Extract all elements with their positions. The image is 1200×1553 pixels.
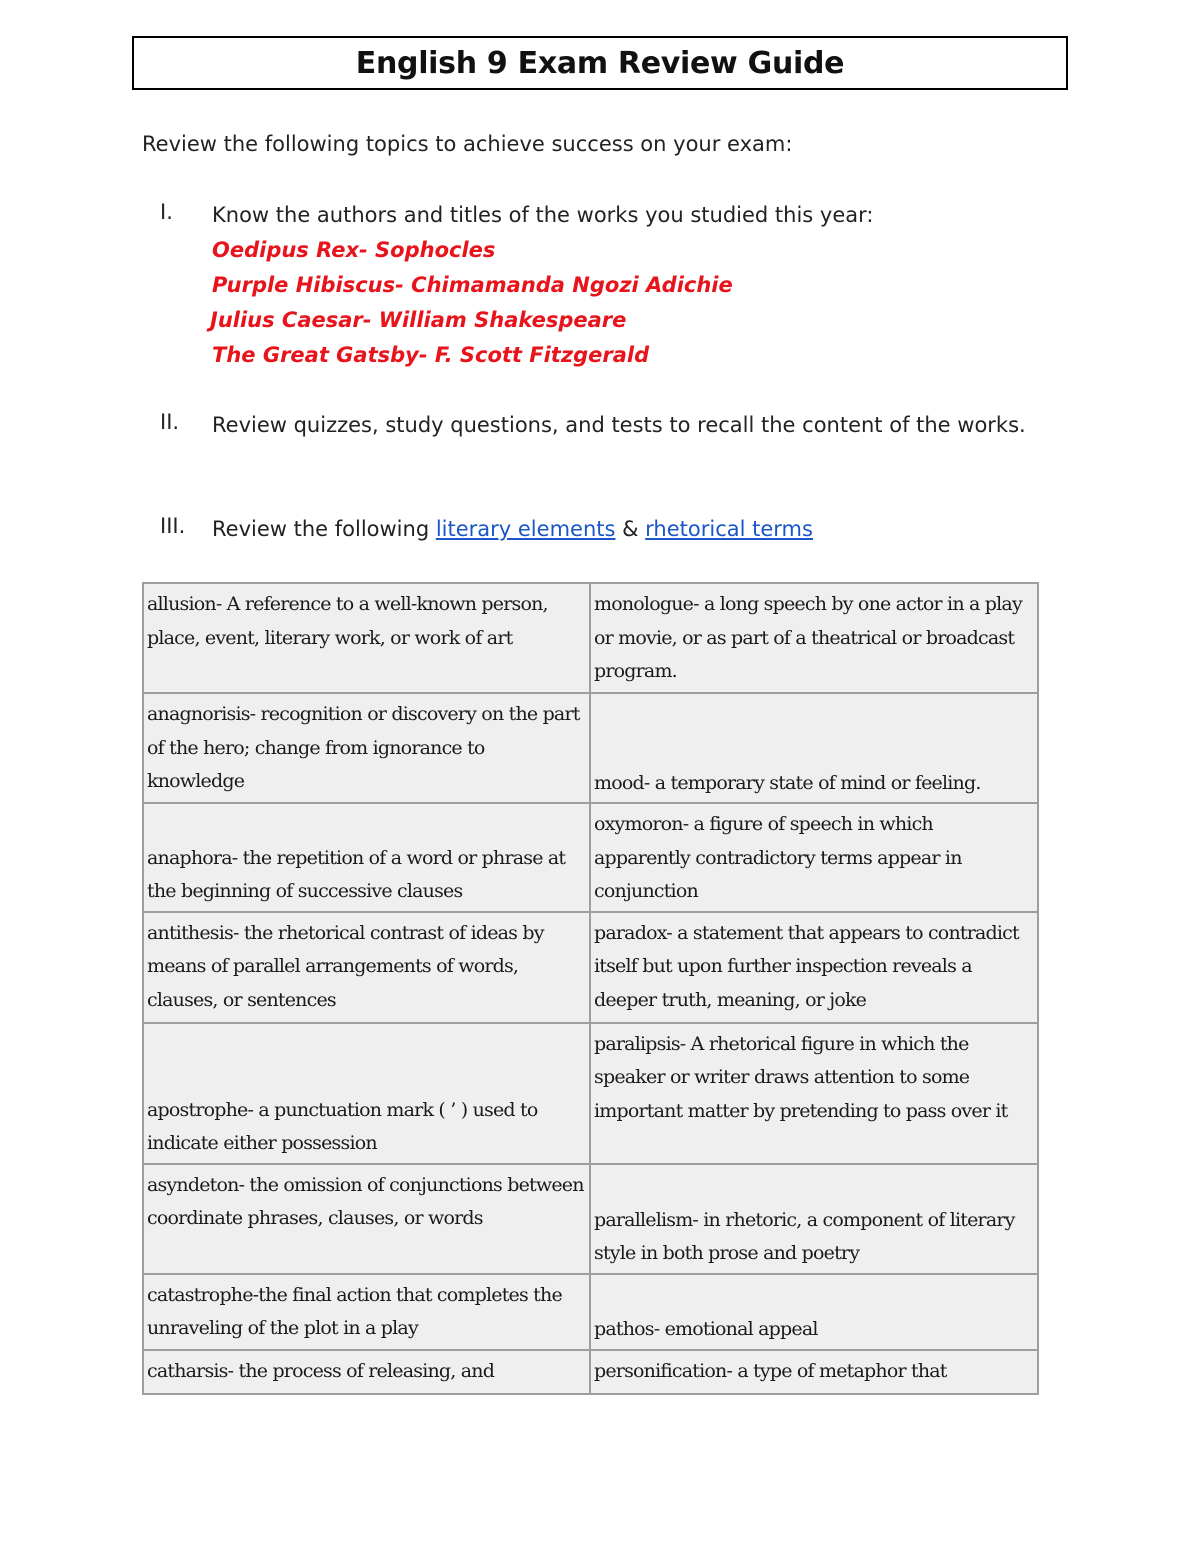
literary-elements-link[interactable]: literary elements	[435, 517, 616, 541]
text-segment: Review the following	[212, 517, 436, 541]
term-cell: oxymoron- a figure of speech in which apparently contradictory terms appear in conjunction	[590, 803, 1038, 912]
term-cell: pathos- emotional appeal	[590, 1274, 1038, 1350]
list-item-text: Know the authors and titles of the works you studied this year:	[212, 203, 874, 227]
list-numeral: III.	[160, 514, 186, 538]
term-cell: apostrophe- a punctuation mark ( ’ ) used to indicate either possession	[143, 1023, 590, 1164]
table-row	[143, 1274, 1038, 1350]
work-title: Julius Caesar- William Shakespeare	[210, 308, 627, 332]
table-row	[143, 803, 1038, 912]
list-item-body	[212, 408, 1042, 443]
list-item-body	[212, 512, 1042, 547]
table-row	[143, 583, 1038, 693]
list-numeral: I.	[160, 200, 173, 224]
work-title: Oedipus Rex- Sophocles	[212, 238, 496, 262]
term-cell: catharsis- the process of releasing, and	[143, 1350, 590, 1394]
term-cell: paradox- a statement that appears to contradict itself but upon further inspection reveals a deeper truth, meaning, or joke	[590, 912, 1038, 1023]
list-item-text	[212, 512, 1042, 547]
intro-text: Review the following topics to achieve success on your exam:	[142, 132, 793, 156]
term-cell: mood- a temporary state of mind or feeling.	[590, 693, 1038, 803]
term-cell: monologue- a long speech by one actor in a play or movie, or as part of a theatrical or broadcast program.	[590, 583, 1038, 693]
list-numeral: II.	[160, 410, 180, 434]
term-cell: personification- a type of metaphor that	[590, 1350, 1038, 1394]
table-row	[143, 693, 1038, 803]
table-row	[143, 912, 1038, 1023]
term-cell: catastrophe-the final action that completes the unraveling of the plot in a play	[143, 1274, 590, 1350]
table-row	[143, 1164, 1038, 1274]
terms-table	[142, 582, 1039, 1395]
title-box	[132, 36, 1068, 90]
work-title: Purple Hibiscus- Chimamanda Ngozi Adichie	[212, 273, 733, 297]
table-row	[143, 1023, 1038, 1164]
list-item-text: Review quizzes, study questions, and tests to recall the content of the works.	[212, 413, 1026, 437]
term-cell: antithesis- the rhetorical contrast of ideas by means of parallel arrangements of words, clauses, or sentences	[143, 912, 590, 1023]
term-cell: allusion- A reference to a well-known person, place, event, literary work, or work of art	[143, 583, 590, 693]
table-row	[143, 1350, 1038, 1394]
list-item-body	[212, 198, 1042, 373]
term-cell: asyndeton- the omission of conjunctions between coordinate phrases, clauses, or words	[143, 1164, 590, 1274]
work-title: The Great Gatsby- F. Scott Fitzgerald	[212, 343, 650, 367]
term-cell: parallelism- in rhetoric, a component of literary style in both prose and poetry	[590, 1164, 1038, 1274]
rhetorical-terms-link[interactable]: rhetorical terms	[645, 517, 813, 541]
term-cell: anagnorisis- recognition or discovery on the part of the hero; change from ignorance to knowledge	[143, 693, 590, 803]
page-title: English 9 Exam Review Guide	[355, 45, 845, 81]
term-cell: anaphora- the repetition of a word or phrase at the beginning of successive clauses	[143, 803, 590, 912]
text-segment: &	[615, 517, 646, 541]
term-cell: paralipsis- A rhetorical figure in which the speaker or writer draws attention to some important matter by pretending to pass over it	[590, 1023, 1038, 1164]
